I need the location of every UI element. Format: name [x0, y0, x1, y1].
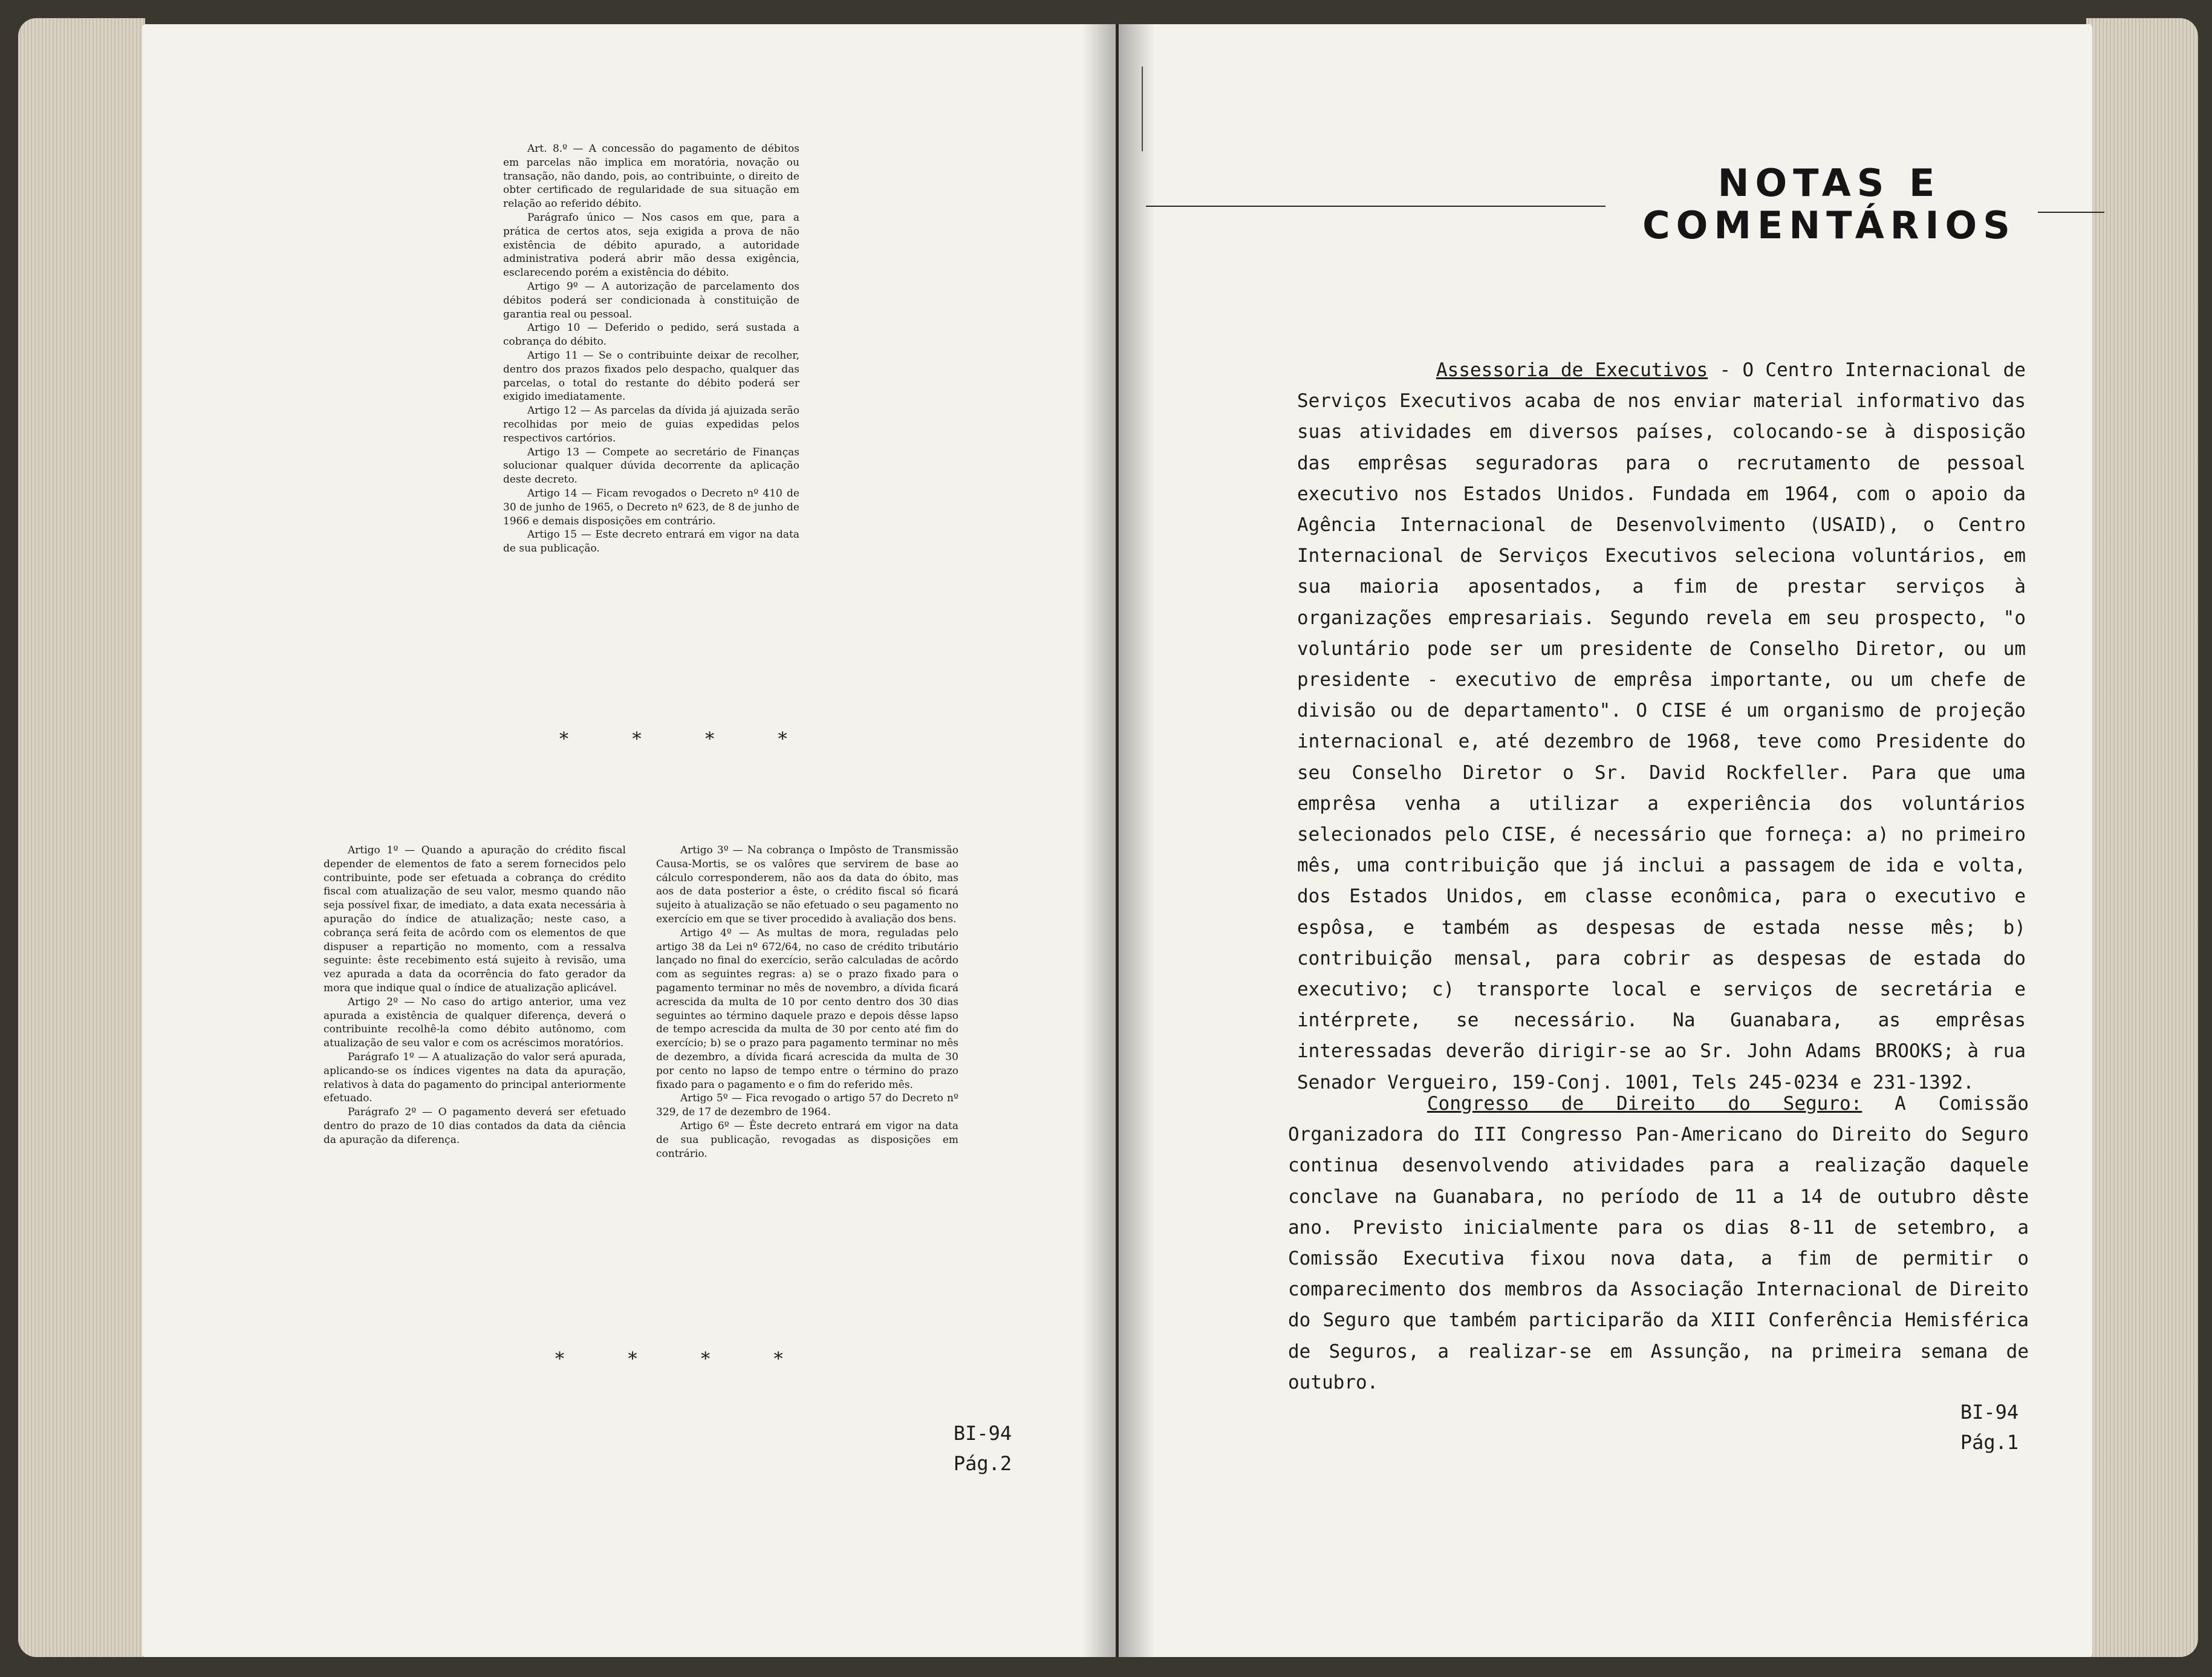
paragraph: Artigo 12 — As parcelas da dívida já ajuizada serão recolhidas por meio de guias expedidas pelos respectivos cartórios. [503, 405, 799, 444]
section-separator: * * * * [559, 729, 816, 750]
heading-rule-left [1146, 206, 1605, 207]
paragraph: Artigo 14 — Ficam revogados o Decreto nº 410 de 30 de junho de 1965, o Decreto nº 623, de 8 de junho de 1966 e demais disposições em contrário. [503, 487, 799, 527]
paragraph: Artigo 1º — Quando a apuração do crédito fiscal depender de elementos de fato a serem fornecidos pelo contribuinte, pode ser efetuada a cobrança do crédito fiscal com atualização de seu valor, mesmo quando não seja possível fixar, de imediato, a data exata necessária à apuração do índice de atualização; neste caso, a cobrança será feita de acôrdo com os elementos de que dispuser a repartição no momento, com a ressalva seguinte: êste recebimento está sujeito à revisão, uma vez apurada a data da ocorrência do fato gerador da mora que indique qual o índice de atualização aplicável. [324, 844, 626, 994]
page-code: BI-94 [953, 1422, 1012, 1445]
page-title [1627, 162, 2032, 247]
note-paragraph [1288, 1089, 2029, 1398]
note-title: Assessoria de Executivos [1436, 359, 1708, 381]
note-assessoria-executivos [1297, 355, 2026, 1098]
note-body: - O Centro Internacional de Serviços Executivos acaba de nos enviar material informativo das suas atividades em diversos países, colocando-se à disposição das emprêsas seguradoras para o recrutamento de pessoal executivo nos Estados Unidos. Fundada em 1964, com o apoio da Agência Internacional de Desenvolvimento (USAID), o Centro Internacional de Serviços Executivos seleciona voluntários, em sua maioria aposentados, a fim de prestar serviços à organizações empresariais. Segundo revela em seu prospecto, "o voluntário pode ser um presidente de Conselho Diretor, ou um presidente - executivo de emprêsa importante, ou um chefe de divisão ou de departamento". O CISE é um organismo de projeção internacional e, até dezembro de 1968, teve como Presidente do seu Conselho Diretor o Sr. David Rockfeller. Para que uma emprêsa venha a utilizar a experiência dos voluntários selecionados pelo CISE, é necessário que forneça: a) no primeiro mês, uma contribuição que já inclui a passagem de ida e volta, dos Estados Unidos, em classe econômica, para o executivo e espôsa, e também as despesas de estada nesse mês; b) contribuição mensal, para cobrir as despesas de estada do executivo; c) transporte local e serviços de secretária e intérprete, se necessário. Na Guanabara, as emprêsas interessadas deverão dirigir-se ao Sr. John Adams BROOKS; à rua Senador Vergueiro, 159-Conj. 1001, Tels 245-0234 e 231-1392. [1297, 359, 2026, 1093]
paragraph: Parágrafo único — Nos casos em que, para a prática de certos atos, seja exigida a prova de não existência de débito apurado, a autoridade administrativa poderá abrir mão dessa exigência, esclarecendo porém a existência do débito. [503, 211, 799, 279]
note-title: Congresso de Direito do Seguro: [1427, 1093, 1862, 1115]
decree-top-column [503, 142, 799, 556]
paragraph: Parágrafo 2º — O pagamento deverá ser efetuado dentro do prazo de 10 dias contados da data da ciência da apuração da diferença. [324, 1106, 626, 1146]
page-footer-left [943, 1418, 1022, 1479]
title-line: COMENTÁRIOS [1642, 203, 2016, 247]
paragraph: Artigo 2º — No caso do artigo anterior, uma vez apurada a existência de qualquer diferença, deverá o contribuinte recolhê-la como débito autônomo, com atualização de seu valor e com os acréscimos moratórios. [324, 995, 626, 1050]
paragraph: Artigo 6º — Êste decreto entrará em vigor na data de sua publicação, revogadas as disposições em contrário. [656, 1119, 958, 1160]
paragraph: Art. 8.º — A concessão do pagamento de débitos em parcelas não implica em moratória, novação ou transação, não dando, pois, ao contribuinte, o direito de obter certificado de regularidade de sua situação em relação ao referido débito. [503, 143, 799, 210]
paragraph: Artigo 13 — Compete ao secretário de Finanças solucionar qualquer dúvida decorrente da aplicação deste decreto. [503, 446, 799, 486]
page-number: Pág.2 [953, 1452, 1012, 1475]
page-number: Pág.1 [1960, 1431, 2019, 1454]
paragraph: Artigo 10 — Deferido o pedido, será sustada a cobrança do débito. [503, 322, 799, 348]
page-footer-right [1950, 1397, 2029, 1457]
paragraph: Artigo 9º — A autorização de parcelamento dos débitos poderá ser condicionada à constituição de garantia real ou pessoal. [503, 280, 799, 321]
paragraph: Artigo 15 — Este decreto entrará em vigor na data de sua publicação. [503, 529, 799, 555]
page-code: BI-94 [1960, 1401, 2019, 1424]
book-gutter [1082, 24, 1155, 1657]
note-congresso-direito-seguro [1288, 1089, 2029, 1398]
note-body: A Comissão Organizadora do III Congresso Pan-Americano do Direito do Seguro continua desenvolvendo atividades para a realização daquele conclave na Guanabara, no período de 11 a 14 de outubro dêste ano. Previsto inicialmente para os dias 8-11 de setembro, a Comissão Executiva fixou nova data, a fim de permitir o comparecimento dos membros da Associação Internacional de Direito do Seguro que também participarão da XIII Conferência Hemisférica de Seguros, a realizar-se em Assunção, na primeira semana de outubro. [1288, 1093, 2029, 1393]
paragraph: Artigo 4º — As multas de mora, reguladas pelo artigo 38 da Lei nº 672/64, no caso de crédito tributário lançado no final do exercício, serão calculadas de acôrdo com as seguintes regras: a) se o prazo fixado para o pagamento terminar no mês de novembro, a dívida ficará acrescida da multa de 10 por cento dentro dos 30 dias seguintes ao término daquele prazo e depois dêsse lapso de tempo acrescida da multa de 30 por cento até fim do exercício; b) se o prazo para pagamento terminar no mês de dezembro, a dívida ficará acrescida da multa de 30 por cento no lapso de tempo entre o término do prazo fixado para o pagamento e o fim do referido mês. [656, 926, 958, 1091]
paragraph: Artigo 5º — Fica revogado o artigo 57 do Decreto nº 329, de 17 de dezembro de 1964. [656, 1092, 958, 1119]
decree-bottom-left-column [324, 844, 626, 1147]
decree-bottom-right-column [656, 844, 958, 1161]
paragraph: Parágrafo 1º — A atualização do valor será apurada, aplicando-se os índices vigentes na data da apuração, relativos à data do pagamento do principal anteriormente efetuado. [324, 1050, 626, 1105]
paragraph: Artigo 3º — Na cobrança o Impôsto de Transmissão Causa-Mortis, se os valôres que servirem de base ao cálculo corresponderem, não aos da data do óbito, mas aos de data posterior a êste, o crédito fiscal só ficará sujeito à atualização se não efetuado o seu pagamento no exercício em que se tiver procedido à avaliação dos bens. [656, 844, 958, 925]
margin-mark [1142, 67, 1143, 151]
left-page-edges [18, 18, 145, 1657]
title-line: NOTAS E [1717, 161, 1941, 205]
note-paragraph [1297, 355, 2026, 1098]
right-page-edges [2086, 18, 2198, 1657]
heading-rule-right [2038, 212, 2104, 213]
section-separator: * * * * [555, 1349, 812, 1370]
paragraph: Artigo 11 — Se o contribuinte deixar de recolher, dentro dos prazos fixados pelo despacho, qualquer das parcelas, o total do restante do débito poderá ser exigido imediatamente. [503, 349, 799, 403]
